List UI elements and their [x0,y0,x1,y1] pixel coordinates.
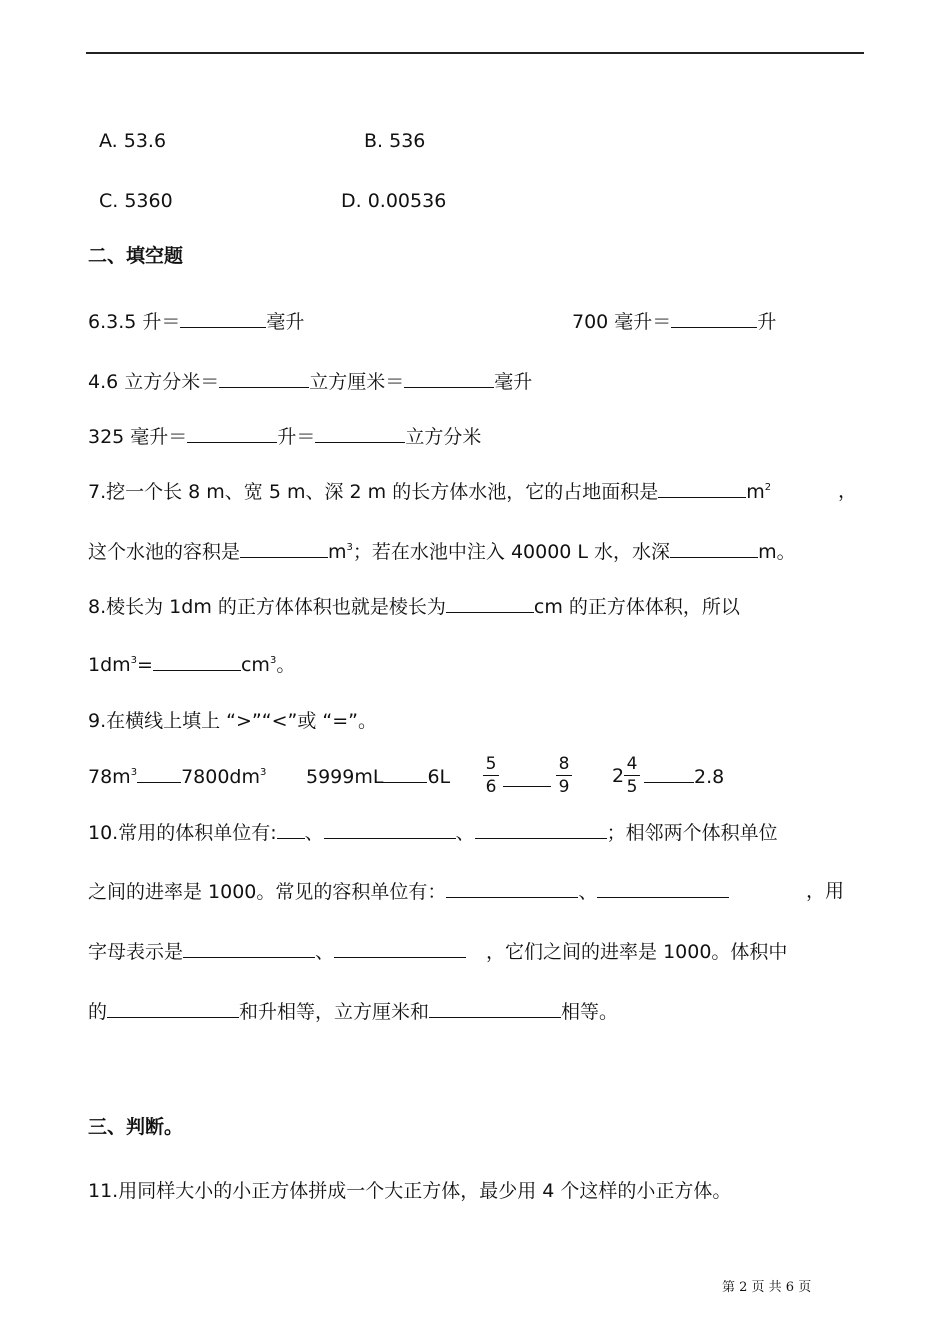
q8-line1 [88,594,740,619]
q8-text: 1dm [88,654,131,676]
q10-text: 字母表示是 [88,941,184,963]
q6-text: 升＝ [277,426,316,448]
blank[interactable] [324,820,456,839]
blank[interactable] [334,939,466,958]
unit: 毫升 [494,371,533,393]
mixed-number-whole: 2 [612,765,625,787]
blank[interactable] [670,539,758,558]
exponent: 3 [260,767,267,778]
blank[interactable] [183,939,315,958]
unit: 升 [757,311,777,333]
unit: 毫升 [266,311,305,333]
q9-text: 7800dm [181,766,260,788]
q7-line2 [88,539,796,564]
q9-text: 6L [427,766,451,788]
blank[interactable] [644,764,694,783]
q8-text: 8.棱长为 1dm 的正方体体积也就是棱长为 [88,596,446,618]
q8-line2 [88,652,295,677]
q9-text: 5999mL [306,766,384,788]
blank[interactable] [404,369,494,388]
q9-title: 9.在横线上填上 “>”“<”或 “=”。 [88,710,378,732]
q10-text: 和升相等，立方厘米和 [239,1001,430,1023]
blank[interactable] [503,768,551,787]
q7-text: ；若在水池中注入 40000 L 水，水深 [352,541,671,563]
page-footer: 第 2 页 共 6 页 [722,1280,812,1295]
q10-text: ，它们之间的进率是 1000。体积中 [486,941,788,963]
q6-text: 4.6 立方分米＝ [88,371,220,393]
q9-compare-2 [306,764,450,789]
unit: 立方分米 [405,426,482,448]
q9-compare-1 [88,764,266,789]
blank[interactable] [597,879,729,898]
q9-text: 78m [88,766,131,788]
q10-text: 的 [88,1001,108,1023]
unit: m [328,541,347,563]
option-b: B. 536 [364,130,426,152]
q6-text: 700 毫升＝ [572,311,672,333]
q7-line1 [88,479,771,504]
blank[interactable] [187,424,277,443]
q8-text: = [137,654,153,676]
blank[interactable] [658,479,746,498]
unit: m。 [758,541,796,563]
q7-line1-end: ， [838,480,858,502]
exponent: 3 [346,542,353,553]
section-3-title: 三、判断。 [88,1116,184,1138]
section-2-title: 二、填空题 [88,245,184,267]
denominator: 5 [626,777,638,797]
exponent: 3 [269,655,277,666]
q10-text: 之间的进率是 1000。常见的容积单位有： [88,881,447,903]
denominator: 9 [558,777,570,797]
blank[interactable] [107,999,239,1018]
option-a: A. 53.6 [99,130,167,152]
q10-line4 [88,999,618,1024]
exponent: 3 [130,655,138,666]
numerator: 4 [626,754,638,774]
blank[interactable] [446,879,578,898]
separator: 、 [455,822,475,844]
q7-text: 这个水池的容积是 [88,541,241,563]
blank[interactable] [137,764,181,783]
denominator: 6 [485,777,497,797]
q10-text: 相等。 [561,1001,619,1023]
q6-line3 [88,424,481,449]
blank[interactable] [240,539,328,558]
blank[interactable] [277,820,305,839]
option-c: C. 5360 [99,190,173,212]
q11-text: 11.用同样大小的小正方体拼成一个大正方体，最少用 4 个这样的小正方体。 [88,1180,732,1202]
option-d: D. 0.00536 [341,190,447,212]
q9-compare-4 [644,764,724,789]
separator: 、 [315,941,335,963]
header-rule [86,52,864,54]
q9-text: 2.8 [694,766,725,788]
separator: 、 [578,881,598,903]
q6-line1-right [572,309,776,334]
blank[interactable] [315,424,405,443]
unit: cm [240,654,270,676]
q10-line2-end: ，用 [806,880,845,902]
blank[interactable] [446,594,534,613]
q10-text: 10.常用的体积单位有: [88,822,277,844]
q10-line2 [88,879,729,904]
blank[interactable] [475,820,607,839]
q6-text: 立方厘米＝ [309,371,405,393]
exponent: 2 [764,482,772,493]
blank[interactable] [429,999,561,1018]
exponent: 3 [130,767,138,778]
blank[interactable] [671,309,757,328]
separator: 、 [304,822,324,844]
q6-line2 [88,369,532,394]
q6-text: 6.3.5 升＝ [88,311,181,333]
q6-line1-left [88,309,304,334]
fraction-4-5 [622,754,642,797]
fraction-5-6 [481,754,501,797]
blank[interactable] [219,369,309,388]
q10-line1 [88,820,778,845]
numerator: 8 [558,754,570,774]
numerator: 5 [485,754,497,774]
blank[interactable] [153,652,241,671]
q8-text: cm 的正方体体积，所以 [533,596,740,618]
q10-line3 [88,939,787,964]
q8-text: 。 [276,654,296,676]
unit: m [746,481,765,503]
blank[interactable] [180,309,266,328]
fraction-8-9 [554,754,574,797]
q10-text: ；相邻两个体积单位 [606,822,778,844]
q7-text: 7.挖一个长 8 m、宽 5 m、深 2 m 的长方体水池，它的占地面积是 [88,481,659,503]
q6-text: 325 毫升＝ [88,426,188,448]
blank[interactable] [383,764,427,783]
